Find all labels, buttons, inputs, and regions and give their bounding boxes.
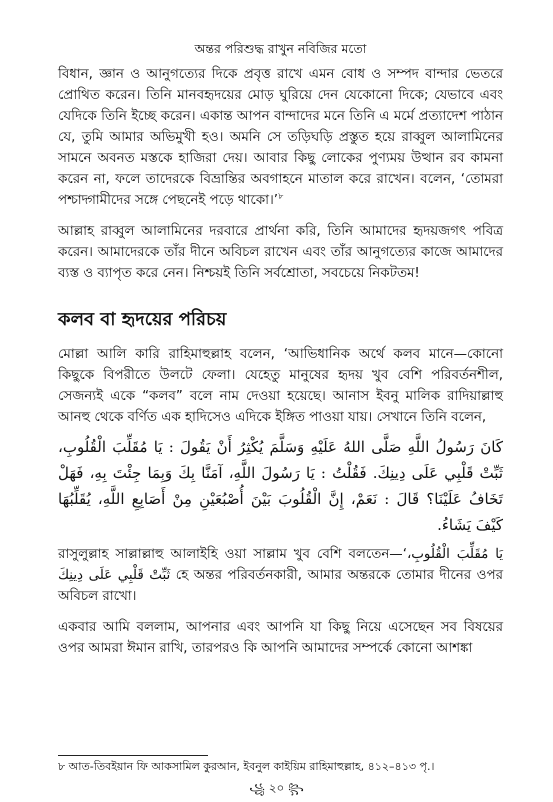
body-paragraph-1 <box>58 64 503 211</box>
paragraph-text: বিধান, জ্ঞান ও আনুগত্যের দিকে প্রবৃত্ত রাখে এমন বোধ ও সম্পদ বান্দার ভেতরে প্রোথিত করেন। তিনি মানবহৃদয়ের মোড় ঘুরিয়ে দেন যেকোনো দিকে; যেভাবে এবং যেদিকে তিনি ইচ্ছে করেন। একান্ত আপন বান্দাদের মনে তিনি এ মর্মে প্রত্যাদেশ পাঠান যে, তুমি আমার অভিমুখী হও। অমনি সে তড়িঘড়ি প্রস্তুত হয়ে রাব্বুল আলামিনের সামনে অবনত মস্তকে হাজিরা দেয়। আবার কিছু লোকের পুণ্যময় উত্থান রব কামনা করেন না, ফলে তাদেরকে বিভ্রান্তির অবগাহনে মাতাল করে রাখেন। বলেন, ‘তোমরা পশ্চাদ্গামীদের সঙ্গে পেছনেই পড়ে থাকো।’ <box>58 67 503 208</box>
footnote-marker: ৮ <box>278 191 284 201</box>
section-paragraph-3: একবার আমি বললাম, আপনার এবং আপনি যা কিছু নিয়ে এসেছেন সব বিষয়ের ওপর আমরা ঈমান রাখি, তারপরও কি আপনি আমাদের সম্পর্কে কোনো আশঙ্কা <box>58 620 503 656</box>
arabic-hadith: كَانَ رَسُولُ اللَّهِ صَلَّى اللهُ عَلَيْهِ وَسَلَّمَ يُكْثِرُ أَنْ يَقُولَ : يَا مُقَلِّبَ الْقُلُوبِ، ثَبِّتْ قَلْبِي عَلَى دِينِكَ. فَقُلْتُ : يَا رَسُولَ اللَّهِ، آمَنَّا بِكَ وَبِمَا جِئْتَ بِهِ، فَهَلْ تَخَافُ عَلَيْنَا؟ قَالَ : نَعَمْ، إِنَّ الْقُلُوبَ بَيْنَ أُصْبُعَيْنِ مِنْ أَصَابِعِ اللَّهِ، يُقَلِّبُهَا كَيْفَ يَشَاءُ. <box>58 438 503 534</box>
section-paragraph-2 <box>58 544 503 607</box>
footnote: ৮ আত-তিবইয়ান ফি আকসামিল কুরআন, ইবনুল কাইয়িম রাহিমাহুল্লাহ, ৪১২–৪১৩ পৃ.। <box>58 760 435 773</box>
folio-ornament-left: ꧁ <box>249 784 265 795</box>
page-number-value: ২০ <box>268 781 285 795</box>
arabic-inline-dua: يَا مُقَلِّبَ الْقُلُوبِ، ثَبِّتْ قَلْبِي عَلَى دِينِكَ <box>58 547 503 583</box>
folio-ornament-right: ꧂ <box>288 784 304 795</box>
section-paragraph-1: মোল্লা আলি কারি রাহিমাহুল্লাহ বলেন, ‘আভিধানিক অর্থে কলব মানে—কোনো কিছুকে বিপরীতে উলটে ফেলা। যেহেতু মানুষের হৃদয় খুব বেশি পরিবর্তনশীল, সেজন্যই একে “কলব” বলে নাম দেওয়া হয়েছে। আনাস ইবনু মালিক রাদিয়াল্লাহু আনহু থেকে বর্ণিত এক হাদিসেও এদিকে ইঙ্গিত পাওয়া যায়। সেখানে তিনি বলেন, <box>58 347 503 425</box>
body-paragraph-2: আল্লাহ রাব্বুল আলামিনের দরবারে প্রার্থনা করি, তিনি আমাদের হৃদয়জগৎ পবিত্র করেন। আমাদেরকে তাঁর দীনে অবিচল রাখেন এবং তাঁর আনুগত্যের কাজে আমাদের ব্যস্ত ও ব্যাপৃত করে নেন। নিশ্চয়ই তিনি সর্বশ্রোতা, সবচেয়ে নিকটতম! <box>58 224 503 281</box>
footnote-divider <box>58 755 208 756</box>
section-heading: কলব বা হৃদয়ের পরিচয় <box>58 309 227 330</box>
running-head: অন্তর পরিশুদ্ধ রাখুন নবিজির মতো <box>194 41 367 56</box>
page-number <box>0 780 553 802</box>
paragraph-text: হে অন্তর পরিবর্তনকারী, আমার অন্তরকে তোমার দীনের ওপর অবিচল রাখো। <box>58 568 503 604</box>
paragraph-text: রাসুলুল্লাহ সাল্লাল্লাহু আলাইহি ওয়া সাল্লাম খুব বেশি বলতেন—‘ <box>58 547 407 562</box>
